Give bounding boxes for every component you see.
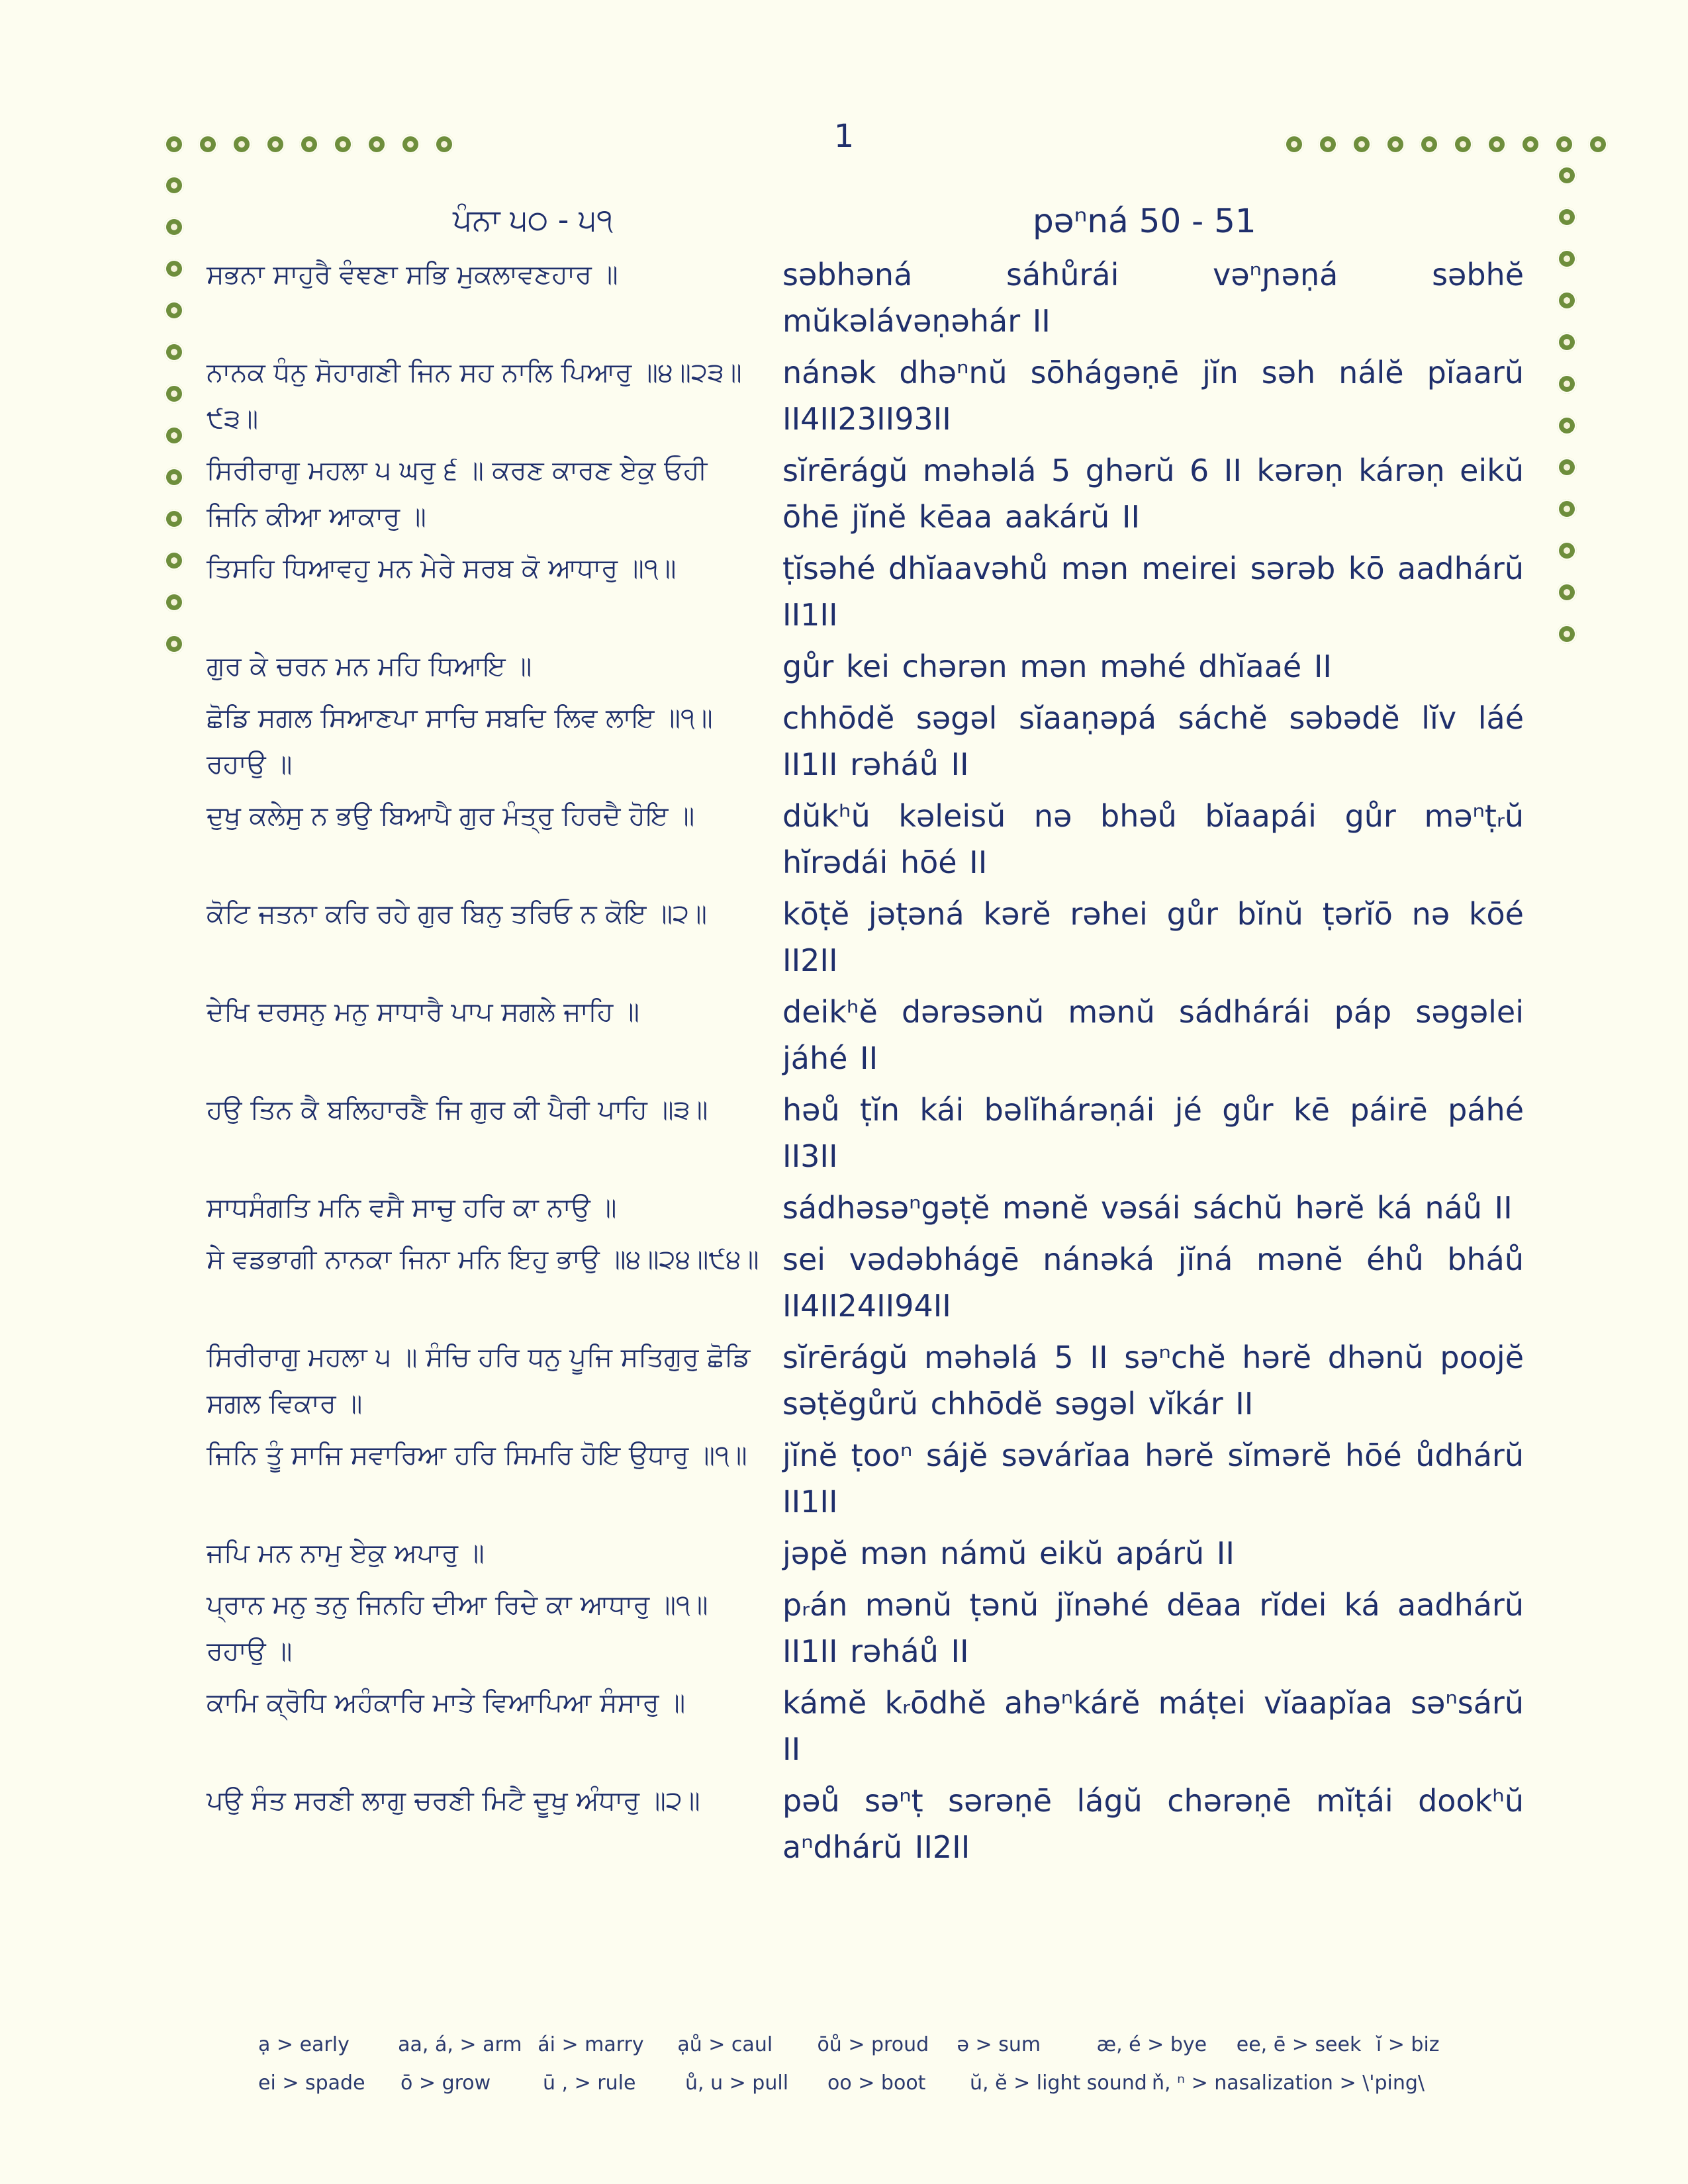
verse-list xyxy=(207,251,1524,1876)
transliteration-line: kámĕ kᵣōdhĕ ahəⁿkárĕ máṭei vĭaapĭaa səⁿsárŭ II xyxy=(782,1685,1524,1767)
transliteration-line: gůr kei chərən mən məhé dhĭaaé II xyxy=(782,649,1332,684)
verse-row xyxy=(207,1582,1524,1674)
legend-entry: ạ > early xyxy=(258,2032,350,2056)
verse-row xyxy=(207,1778,1524,1870)
verse-row xyxy=(207,1185,1524,1231)
legend-entry: ĭ > biz xyxy=(1376,2032,1440,2056)
gurmukhi-line: ਗੁਰ ਕੇ ਚਰਨ ਮਨ ਮਹਿ ਧਿਆਇ ॥ xyxy=(207,651,532,682)
verse-row xyxy=(207,1432,1524,1525)
legend-entry: ů, u > pull xyxy=(685,2071,789,2095)
gurmukhi-line: ਜਿਨਿ ਤੂੰ ਸਾਜਿ ਸਵਾਰਿਆ ਹਰਿ ਸਿਮਰਿ ਹੋਇ ਉਧਾਰੁ ॥੧॥ xyxy=(207,1440,747,1471)
transliteration-line: jəpĕ mən námŭ eikŭ apárŭ II xyxy=(782,1535,1235,1571)
verse-row xyxy=(207,349,1524,442)
gurmukhi-line: ਸਿਰੀਰਾਗੁ ਮਹਲਾ ੫ ਘਰੁ ੬ ॥ ਕਰਣ ਕਾਰਣ ਏਕੁ ਓਹੀ ਜਿਨਿ ਕੀਆ ਆਕਾਰੁ ॥ xyxy=(207,455,708,532)
transliteration-line: səbhəná sáhůrái vəⁿɲəṇá səbhĕ mŭkəlávəṇəhár II xyxy=(782,257,1524,339)
flower-border-left xyxy=(164,175,184,676)
gurmukhi-line: ਦੁਖੁ ਕਲੇਸੁ ਨ ਭਉ ਬਿਆਪੈ ਗੁਰ ਮੰਤ੍ਰੁ ਹਿਰਦੈ ਹੋਇ ॥ xyxy=(207,801,695,831)
legend-row xyxy=(258,2064,1516,2102)
gurmukhi-line: ਤਿਸਹਿ ਧਿਆਵਹੁ ਮਨ ਮੇਰੇ ਸਰਬ ਕੋ ਆਧਾਰੁ ॥੧॥ xyxy=(207,553,677,584)
transliteration-line: ṭĭsəhé dhĭaavəhů mən meirei sərəb kō aadhárŭ II1II xyxy=(782,551,1524,633)
gurmukhi-line: ਸਿਰੀਰਾਗੁ ਮਹਲਾ ੫ ॥ ਸੰਚਿ ਹਰਿ ਧਨੁ ਪੂਜਿ ਸਤਿਗੁਰੁ ਛੋਡਿ ਸਗਲ ਵਿਕਾਰ ॥ xyxy=(207,1342,751,1419)
legend-entry: ái > marry xyxy=(538,2032,644,2056)
verse-row xyxy=(207,1680,1524,1772)
verse-row xyxy=(207,989,1524,1081)
verse-row xyxy=(207,891,1524,983)
verse-row xyxy=(207,447,1524,540)
gurmukhi-line: ਪ੍ਰਾਨ ਮਨੁ ਤਨੁ ਜਿਨਹਿ ਦੀਆ ਰਿਦੇ ਕਾ ਆਧਾਰੁ ॥੧॥ ਰਹਾਉ ॥ xyxy=(207,1590,708,1666)
transliteration-line: jĭnĕ ṭooⁿ sájĕ səvárĭaa hərĕ sĭmərĕ hōé ůdhárŭ II1II xyxy=(782,1437,1524,1520)
verse-row xyxy=(207,643,1524,690)
gurmukhi-line: ਸੇ ਵਡਭਾਗੀ ਨਾਨਕਾ ਜਿਨਾ ਮਨਿ ਇਹੁ ਭਾਉ ॥੪॥੨੪॥੯੪॥ xyxy=(207,1244,759,1275)
gurmukhi-line: ਨਾਨਕ ਧੰਨੁ ਸੋਹਾਗਣੀ ਜਿਨ ਸਹ ਨਾਲਿ ਪਿਆਰੁ ॥੪॥੨੩॥੯੩॥ xyxy=(207,357,742,434)
legend-entry: ō > grow xyxy=(400,2071,491,2095)
gurmukhi-line: ਕਾਮਿ ਕ੍ਰੋਧਿ ਅਹੰਕਾਰਿ ਮਾਤੇ ਵਿਆਪਿਆ ਸੰਸਾਰੁ ॥ xyxy=(207,1688,686,1718)
verse-row xyxy=(207,793,1524,886)
header-transliteration: pəⁿná 50 - 51 xyxy=(1033,202,1256,240)
header-gurmukhi: ਪੰਨਾ ੫੦ - ੫੧ xyxy=(452,202,614,238)
legend-entry: ee, ē > seek xyxy=(1236,2032,1362,2056)
verse-row xyxy=(207,545,1524,638)
pronunciation-legend xyxy=(258,2025,1516,2102)
legend-entry: ŭ, ĕ > light sound xyxy=(970,2071,1147,2095)
transliteration-line: chhōdĕ səgəl sĭaaṇəpá sáchĕ səbədĕ lĭv láé II1II rəháů II xyxy=(782,700,1524,782)
page-header xyxy=(0,202,1688,248)
verse-row xyxy=(207,1334,1524,1427)
gurmukhi-line: ਸਭਨਾ ਸਾਹੁਰੈ ਵੰਞਣਾ ਸਭਿ ਮੁਕਲਾਵਣਹਾਰ ॥ xyxy=(207,259,618,290)
transliteration-line: sádhəsəⁿgəṭĕ mənĕ vəsái sáchŭ hərĕ ká náů II xyxy=(782,1190,1513,1226)
verse-row xyxy=(207,1530,1524,1576)
legend-entry: ū , > rule xyxy=(543,2071,636,2095)
gurmukhi-line: ਛੋਡਿ ਸਗਲ ਸਿਆਣਪਾ ਸਾਚਿ ਸਬਦਿ ਲਿਵ ਲਾਇ ॥੧॥ ਰਹਾਉ ॥ xyxy=(207,703,713,780)
page-number: 1 xyxy=(833,118,855,155)
flower-border-top-left xyxy=(164,134,468,154)
transliteration-line: pᵣán mənŭ ṭənŭ jĭnəhé dēaa rĭdei ká aadhárŭ II1II rəháů II xyxy=(782,1587,1524,1669)
verse-row xyxy=(207,1087,1524,1179)
legend-entry: ei > spade xyxy=(258,2071,365,2095)
transliteration-line: dŭkʰŭ kəleisŭ nə bhəů bĭaapái gůr məⁿṭᵣŭ hĭrədái hōé II xyxy=(782,798,1524,880)
flower-border-top-right xyxy=(1284,134,1622,154)
transliteration-line: sĭrērágŭ məhəlá 5 II səⁿchĕ hərĕ dhənŭ poojĕ səṭĕgůrŭ chhōdĕ səgəl vĭkár II xyxy=(782,1340,1524,1422)
gurmukhi-line: ਜਪਿ ਮਨ ਨਾਮੁ ਏਕੁ ਅਪਾਰੁ ॥ xyxy=(207,1538,485,1569)
transliteration-line: deikʰĕ dərəsənŭ mənŭ sádhárái páp səgəlei jáhé II xyxy=(782,994,1524,1076)
gurmukhi-line: ਹਉ ਤਿਨ ਕੈ ਬਲਿਹਾਰਣੈ ਜਿ ਗੁਰ ਕੀ ਪੈਰੀ ਪਾਹਿ ॥੩॥ xyxy=(207,1095,708,1125)
legend-entry: ə > sum xyxy=(957,2032,1041,2056)
legend-entry: ň, ⁿ > nasalization > \'ping\ xyxy=(1152,2071,1425,2095)
gurmukhi-line: ਕੋਟਿ ਜਤਨਾ ਕਰਿ ਰਹੇ ਗੁਰ ਬਿਨੁ ਤਰਿਓ ਨ ਕੋਇ ॥੨॥ xyxy=(207,899,707,929)
legend-row xyxy=(258,2025,1516,2064)
gurmukhi-line: ਸਾਧਸੰਗਤਿ ਮਨਿ ਵਸੈ ਸਾਚੁ ਹਰਿ ਕਾ ਨਾਉ ॥ xyxy=(207,1193,617,1223)
legend-entry: oo > boot xyxy=(827,2071,926,2095)
gurmukhi-line: ਪਉ ਸੰਤ ਸਰਣੀ ਲਾਗੁ ਚਰਣੀ ਮਿਟੈ ਦੂਖੁ ਅੰਧਾਰੁ ॥੨॥ xyxy=(207,1786,700,1816)
legend-entry: ạů > caul xyxy=(677,2032,773,2056)
verse-row xyxy=(207,251,1524,344)
transliteration-line: pəů səⁿṭ sərəṇē lágŭ chərəṇē mĭṭái dookʰŭ aⁿdhárŭ II2II xyxy=(782,1783,1524,1865)
transliteration-line: həů ṭĭn kái bəlĭhárəṇái jé gůr kē páirē páhé II3II xyxy=(782,1092,1524,1174)
gurmukhi-line: ਦੇਖਿ ਦਰਸਨੁ ਮਨੁ ਸਾਧਾਰੈ ਪਾਪ ਸਗਲੇ ਜਾਹਿ ॥ xyxy=(207,997,640,1027)
transliteration-line: kōṭĕ jəṭəná kərĕ rəhei gůr bĭnŭ ṭərĭō nə kōé II2II xyxy=(782,896,1524,978)
verse-row xyxy=(207,695,1524,788)
transliteration-line: sĭrērágŭ məhəlá 5 ghərŭ 6 II kərəṇ kárəṇ eikŭ ōhē jĭnĕ kēaa aakárŭ II xyxy=(782,453,1524,535)
legend-entry: ōů > proud xyxy=(817,2032,929,2056)
transliteration-line: nánək dhəⁿnŭ sōhágəṇē jĭn səh nálĕ pĭaarŭ II4II23II93II xyxy=(782,355,1524,437)
legend-entry: aa, á, > arm xyxy=(398,2032,522,2056)
legend-entry: æ, é > bye xyxy=(1096,2032,1207,2056)
verse-row xyxy=(207,1236,1524,1329)
transliteration-line: sei vədəbhágē nánəká jĭná mənĕ éhů bháů II4II24II94II xyxy=(782,1242,1524,1324)
